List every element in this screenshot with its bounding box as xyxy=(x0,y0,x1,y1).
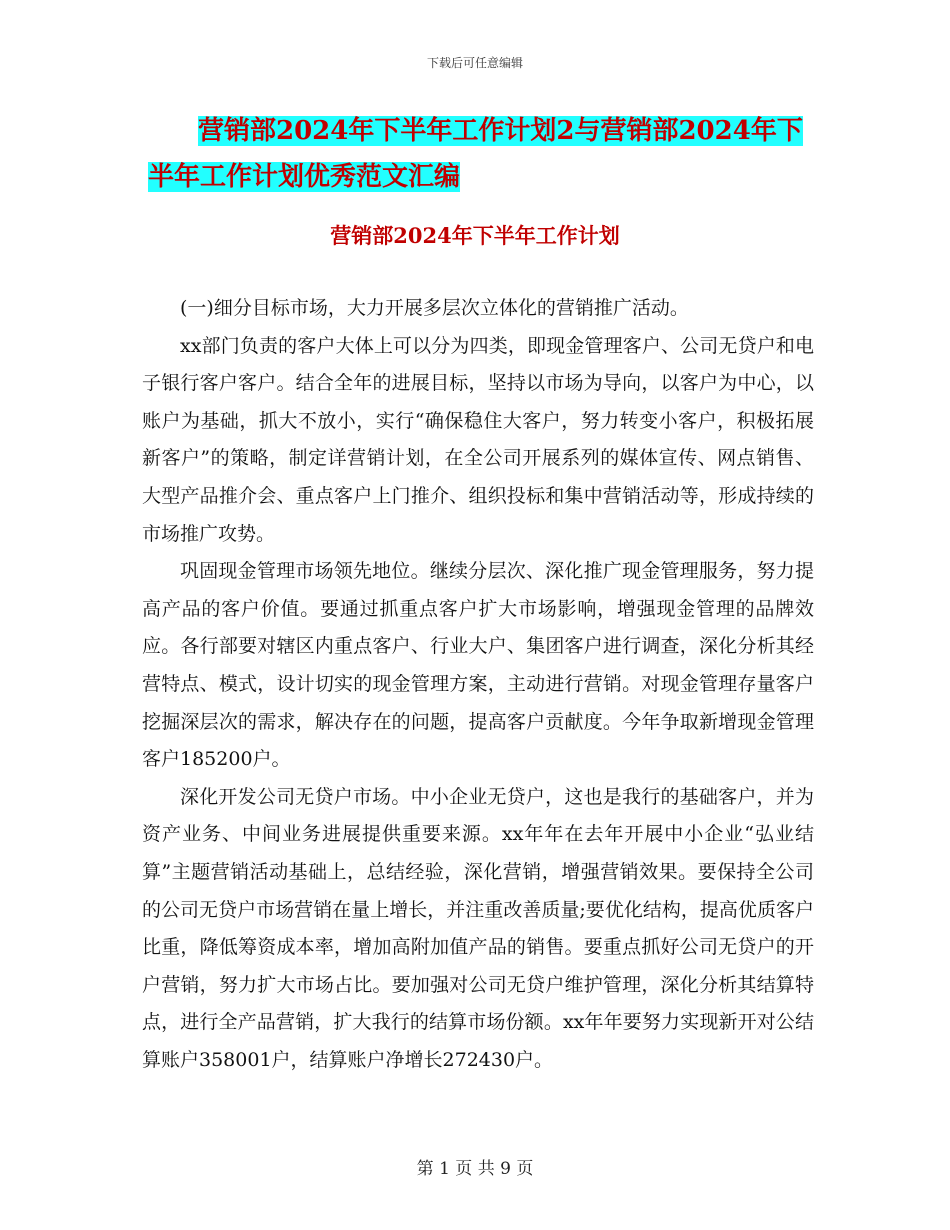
page-number: 第 1 页 共 9 页 xyxy=(416,1159,534,1179)
document-title-line-1: 营销部2024年下半年工作计划2与营销部2024年下 xyxy=(198,116,803,146)
paragraph-2: xx部门负责的客户大体上可以分为四类，即现金管理客户、公司无贷户和电子银行客户客户。结合全年的进展目标，坚持以市场为导向，以客户为中心，以账户为基础，抓大不放小，实行“确保稳住大客户，努力转变小客户，积极拓展新客户”的策略，制定详营销计划，在全公司开展系列的媒体宣传、网点销售、大型产品推介会、重点客户上门推介、组织投标和集中营销活动等，形成持续的市场推广攻势。 xyxy=(142,334,814,545)
document-title xyxy=(148,108,818,200)
section-title: 营销部2024年下半年工作计划 xyxy=(330,223,620,248)
paragraph-4: 深化开发公司无贷户市场。中小企业无贷户，这也是我行的基础客户，并为资产业务、中间业务进展提供重要来源。xx年年在去年开展中小企业“弘业结算”主题营销活动基础上，总结经验，深化营销，增强营销效果。要保持全公司的公司无贷户市场营销在量上增长，并注重改善质量;要优化结构，提高优质客户比重，降低筹资成本率，增加高附加值产品的销售。要重点抓好公司无贷户的开户营销，努力扩大市场占比。要加强对公司无贷户维护管理，深化分析其结算特点，进行全产品营销，扩大我行的结算市场份额。xx年年要努力实现新开对公结算账户358001户，结算账户净增长272430户。 xyxy=(142,785,814,1071)
page-header-note: 下载后可任意编辑 xyxy=(426,56,523,70)
paragraph-3: 巩固现金管理市场领先地位。继续分层次、深化推广现金管理服务，努力提高产品的客户价值。要通过抓重点客户扩大市场影响，增强现金管理的品牌效应。各行部要对辖区内重点客户、行业大户、集团客户进行调查，深化分析其经营特点、模式，设计切实的现金管理方案，主动进行营销。对现金管理存量客户挖掘深层次的需求，解决存在的问题，提高客户贡献度。今年争取新增现金管理客户185200户。 xyxy=(142,560,814,771)
document-body xyxy=(142,290,814,1079)
document-title-line-2: 半年工作计划优秀范文汇编 xyxy=(148,162,461,192)
paragraph-1: (一)细分目标市场，大力开展多层次立体化的营销推广活动。 xyxy=(180,297,689,319)
